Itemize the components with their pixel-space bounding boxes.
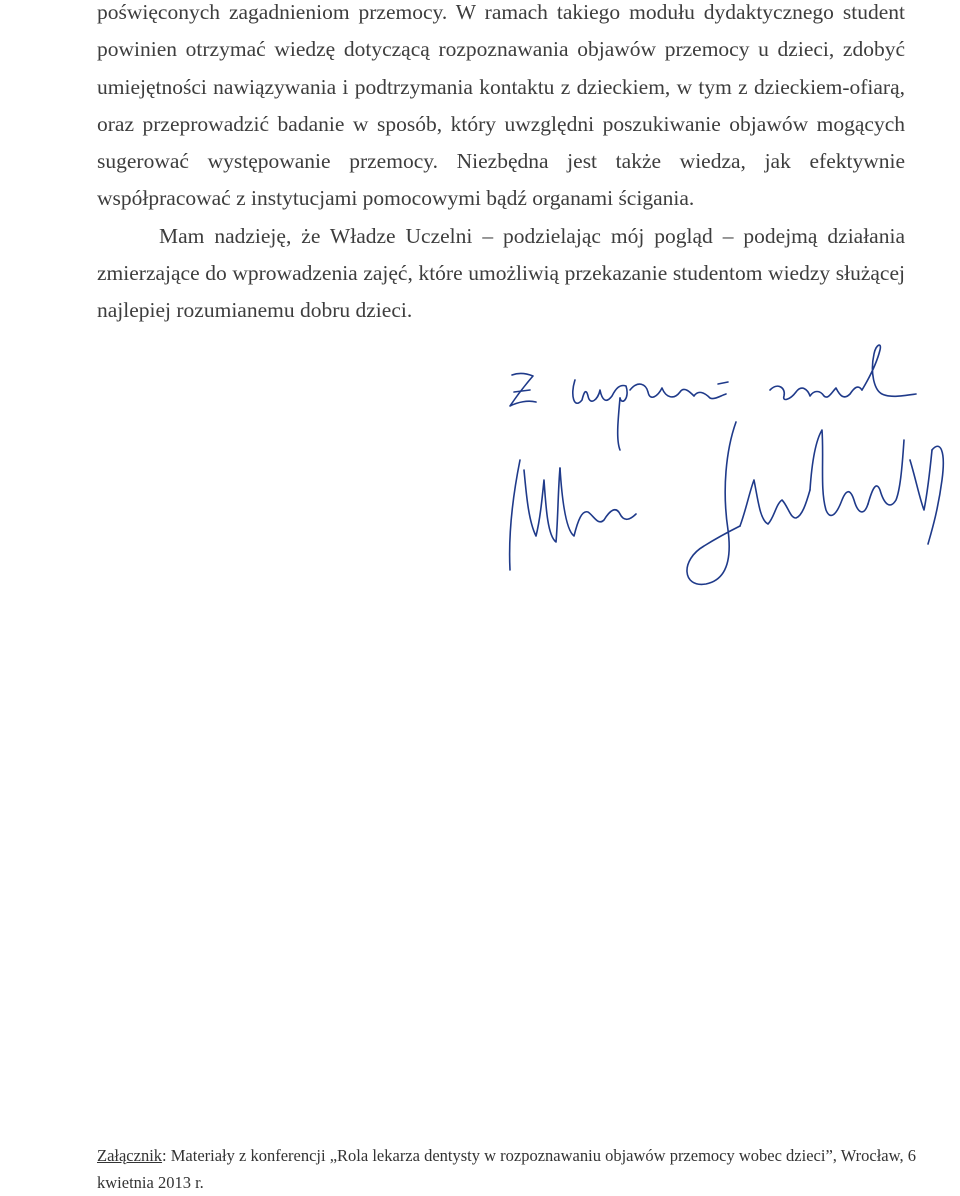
paragraph-1: poświęconych zagadnieniom przemocy. W ramach takiego modułu dydaktycznego student powinien otrzymać wiedzę dotyczącą rozpoznawania objawów przemocy u dzieci, zdobyć umiejętności nawiązywania i podtrzymania kontaktu z dzieckiem, w tym z dzieckiem-ofiarą, oraz przeprowadzić badanie w sposób, który uwzględni poszukiwanie objawów mogących sugerować występowanie przemocy. Niezbędna jest także wiedza, jak efektywnie współpracować z instytucjami pomocowymi bądź organami ścigania. xyxy=(97,0,905,211)
attachment-note xyxy=(97,1142,917,1196)
paragraph-2: Mam nadzieję, że Władze Uczelni – podzielając mój pogląd – podejmą działania zmierzające do wprowadzenia zajęć, które umożliwią przekazanie studentom wiedzy służącej najlepiej rozumianemu dobru dzieci. xyxy=(97,223,905,323)
handwritten-signature xyxy=(470,340,960,610)
attachment-text: : Materiały z konferencji „Rola lekarza dentysty w rozpoznawaniu objawów przemocy wobec dzieci”, Wrocław, 6 kwietnia 2013 r. xyxy=(97,1146,916,1192)
attachment-label: Załącznik xyxy=(97,1146,163,1165)
letter-body xyxy=(97,0,905,330)
